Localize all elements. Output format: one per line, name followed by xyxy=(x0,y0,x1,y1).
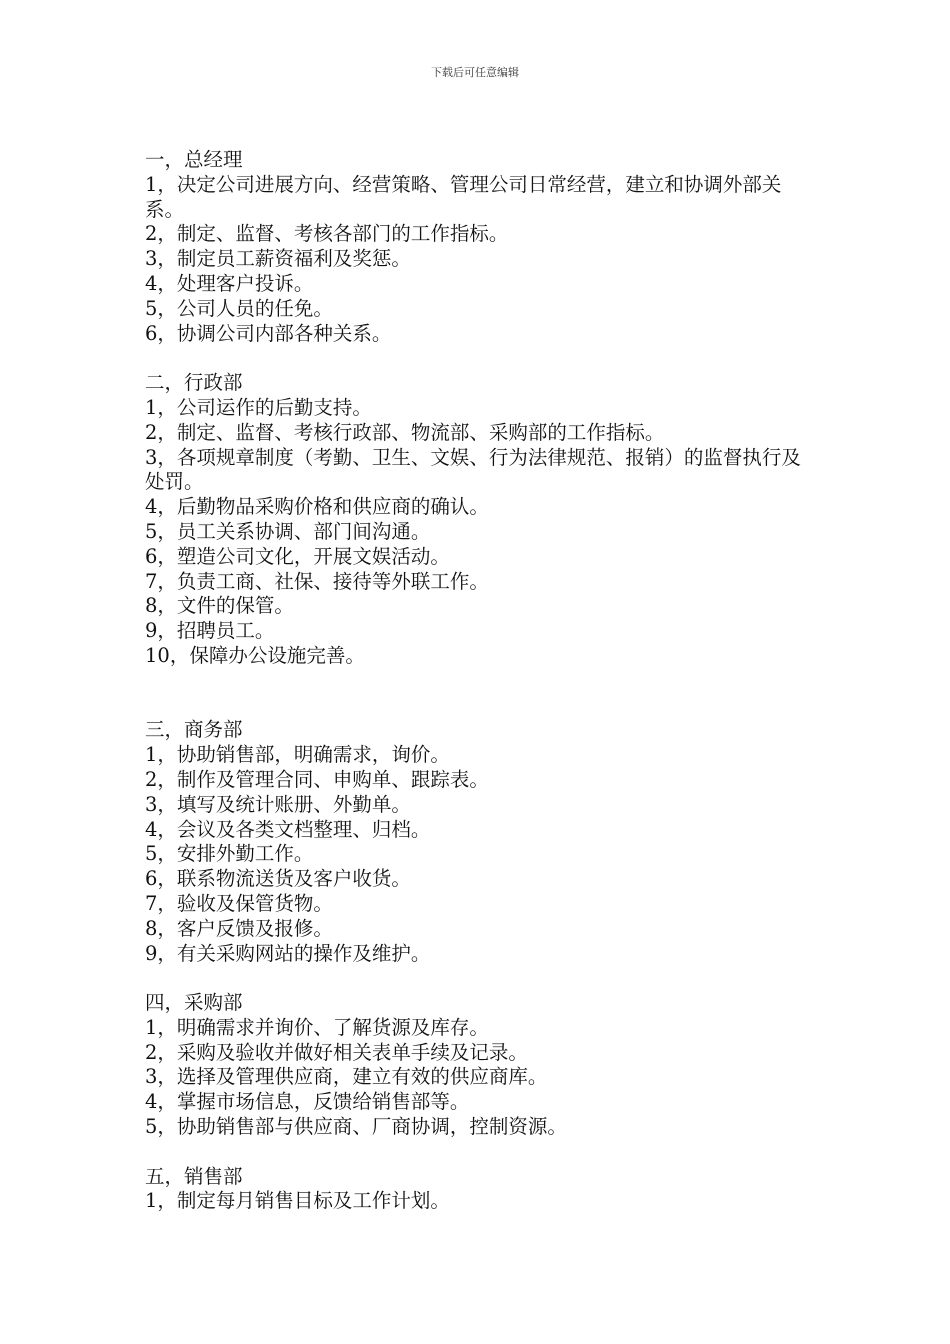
list-item: 1，协助销售部，明确需求，询价。 xyxy=(145,743,450,767)
list-item: 4，后勤物品采购价格和供应商的确认。 xyxy=(145,495,489,519)
document-body xyxy=(145,148,810,1214)
list-item: 5，公司人员的任免。 xyxy=(145,296,333,320)
list-item: 3，制定员工薪资福利及奖惩。 xyxy=(145,247,411,271)
list-item: 2，制作及管理合同、申购单、跟踪表。 xyxy=(145,767,489,791)
section-title: 四，采购部 xyxy=(145,991,243,1015)
list-item: 3，选择及管理供应商，建立有效的供应商库。 xyxy=(145,1065,548,1089)
section-title: 三，商务部 xyxy=(145,718,243,742)
list-item: 2，制定、监督、考核行政部、物流部、采购部的工作指标。 xyxy=(145,420,665,444)
list-item: 4，掌握市场信息，反馈给销售部等。 xyxy=(145,1090,470,1114)
spacer xyxy=(145,346,810,371)
list-item: 8，文件的保管。 xyxy=(145,594,294,618)
spacer xyxy=(145,1140,810,1165)
list-item: 1，明确需求并询价、了解货源及库存。 xyxy=(145,1015,489,1039)
list-item: 7，验收及保管货物。 xyxy=(145,891,333,915)
section-general-manager xyxy=(145,148,810,346)
list-item: 9，招聘员工。 xyxy=(145,619,275,643)
list-item: 6，塑造公司文化，开展文娱活动。 xyxy=(145,544,450,568)
list-item: 1，决定公司进展方向、经营策略、管理公司日常经营，建立和协调外部关系。 xyxy=(145,172,782,221)
section-administration xyxy=(145,371,810,669)
list-item: 3，填写及统计账册、外勤单。 xyxy=(145,792,411,816)
list-item: 5，协助销售部与供应商、厂商协调，控制资源。 xyxy=(145,1115,567,1139)
section-title: 五，销售部 xyxy=(145,1164,243,1188)
list-item: 2，制定、监督、考核各部门的工作指标。 xyxy=(145,222,509,246)
spacer xyxy=(145,966,810,991)
list-item: 4，会议及各类文档整理、归档。 xyxy=(145,817,431,841)
section-sales xyxy=(145,1165,810,1215)
list-item: 1，制定每月销售目标及工作计划。 xyxy=(145,1189,450,1213)
list-item: 2，采购及验收并做好相关表单手续及记录。 xyxy=(145,1040,528,1064)
list-item: 1，公司运作的后勤支持。 xyxy=(145,395,372,419)
section-business xyxy=(145,718,810,966)
list-item: 4，处理客户投诉。 xyxy=(145,271,314,295)
list-item: 5，安排外勤工作。 xyxy=(145,842,314,866)
page-header: 下载后可任意编辑 xyxy=(431,66,519,79)
list-item: 5，员工关系协调、部门间沟通。 xyxy=(145,519,431,543)
list-item: 10，保障办公设施完善。 xyxy=(145,643,365,667)
list-item: 6，联系物流送货及客户收货。 xyxy=(145,867,411,891)
list-item: 9，有关采购网站的操作及维护。 xyxy=(145,941,431,965)
list-item: 8，客户反馈及报修。 xyxy=(145,916,333,940)
spacer xyxy=(145,669,810,719)
list-item: 6，协调公司内部各种关系。 xyxy=(145,321,392,345)
section-purchasing xyxy=(145,991,810,1140)
section-title: 二，行政部 xyxy=(145,371,243,395)
list-item: 7，负责工商、社保、接待等外联工作。 xyxy=(145,569,489,593)
section-title: 一，总经理 xyxy=(145,148,243,171)
list-item: 3，各项规章制度（考勤、卫生、文娱、行为法律规范、报销）的监督执行及处罚。 xyxy=(145,445,801,494)
